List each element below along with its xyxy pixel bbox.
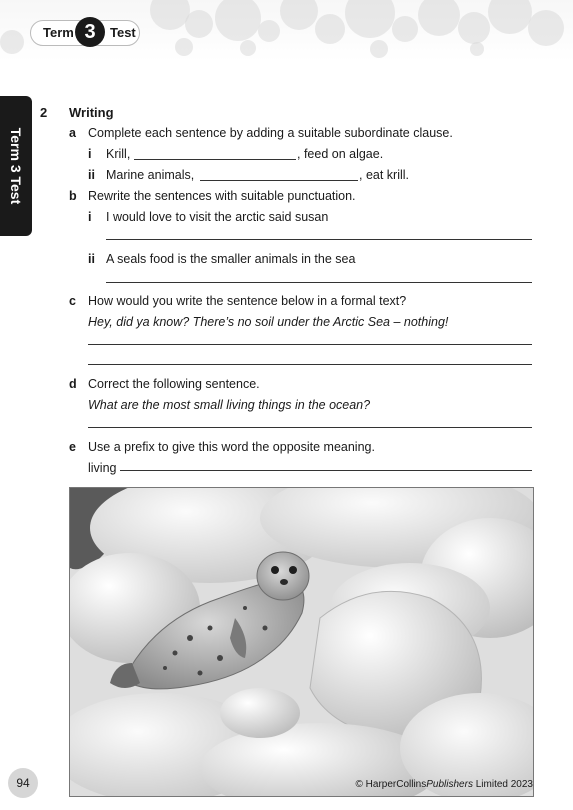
answer-line-d[interactable] [88,427,532,428]
answer-line-e[interactable] [120,470,532,471]
decor-bubble [280,0,318,30]
part-d-instruction: Correct the following sentence. [88,377,260,391]
decor-bubble [258,20,280,42]
decor-bubble [0,30,24,54]
part-c-letter: c [69,294,76,308]
answer-line-b-ii[interactable] [106,282,532,283]
term-test-badge [30,20,140,46]
answer-line-c-2[interactable] [88,364,532,365]
side-tab [0,96,32,236]
test-word: Test [110,25,136,40]
decor-bubble [418,0,460,36]
part-a-i-numeral: i [88,147,92,161]
part-d-letter: d [69,377,77,391]
decor-bubble [215,0,261,41]
answer-line-a-i[interactable] [134,159,296,160]
copyright-italic: Publishers [426,779,473,790]
answer-line-b-i[interactable] [106,239,532,240]
part-a-instruction: Complete each sentence by adding a suitable subordinate clause. [88,126,453,140]
decor-bubble [315,14,345,44]
part-b-instruction: Rewrite the sentences with suitable punctuation. [88,189,356,203]
part-b-ii-text: A seals food is the smaller animals in the sea [106,252,356,266]
part-a-i-after: , feed on algae. [297,147,384,161]
part-a-ii-after: , eat krill. [359,168,410,182]
answer-line-a-ii[interactable] [200,180,358,181]
part-b-ii-numeral: ii [88,252,95,266]
part-e-letter: e [69,440,76,454]
decor-bubble [345,0,395,38]
header-band [0,0,573,62]
copyright-prefix: © HarperCollins [355,779,427,790]
decor-bubble [370,40,388,58]
part-c-instruction: How would you write the sentence below in a formal text? [88,294,407,308]
decor-bubble [240,40,256,56]
side-tab-label: Term 3 Test [8,127,24,205]
part-c-example: Hey, did ya know? There’s no soil under the Arctic Sea – nothing! [88,315,449,329]
part-a-i-before: Krill, [106,147,131,161]
page-number: 94 [8,768,38,798]
question-number: 2 [40,105,48,120]
term-number: 3 [75,17,105,47]
part-b-i-numeral: i [88,210,92,224]
part-e-word: living [88,461,117,475]
copyright-suffix: Limited 2023 [472,779,533,790]
seal-on-ice-illustration [70,488,533,796]
seal-photo [69,487,534,797]
decor-bubble [185,10,213,38]
decor-bubble [470,42,484,56]
part-a-letter: a [69,126,76,140]
part-a-ii-numeral: ii [88,168,95,182]
part-d-example: What are the most small living things in the ocean? [88,398,371,412]
decor-bubble [528,10,564,46]
decor-bubble [488,0,532,34]
decor-bubble [150,0,190,30]
answer-line-c-1[interactable] [88,344,532,345]
decor-bubble [458,12,490,44]
part-b-letter: b [69,189,77,203]
part-a-ii-before: Marine animals, [106,168,195,182]
term-word: Term [43,25,74,40]
decor-bubble [175,38,193,56]
part-b-i-text: I would love to visit the arctic said susan [106,210,329,224]
decor-bubble [392,16,418,42]
part-e-instruction: Use a prefix to give this word the opposite meaning. [88,440,375,454]
question-title: Writing [69,105,114,120]
copyright-notice [356,779,533,790]
